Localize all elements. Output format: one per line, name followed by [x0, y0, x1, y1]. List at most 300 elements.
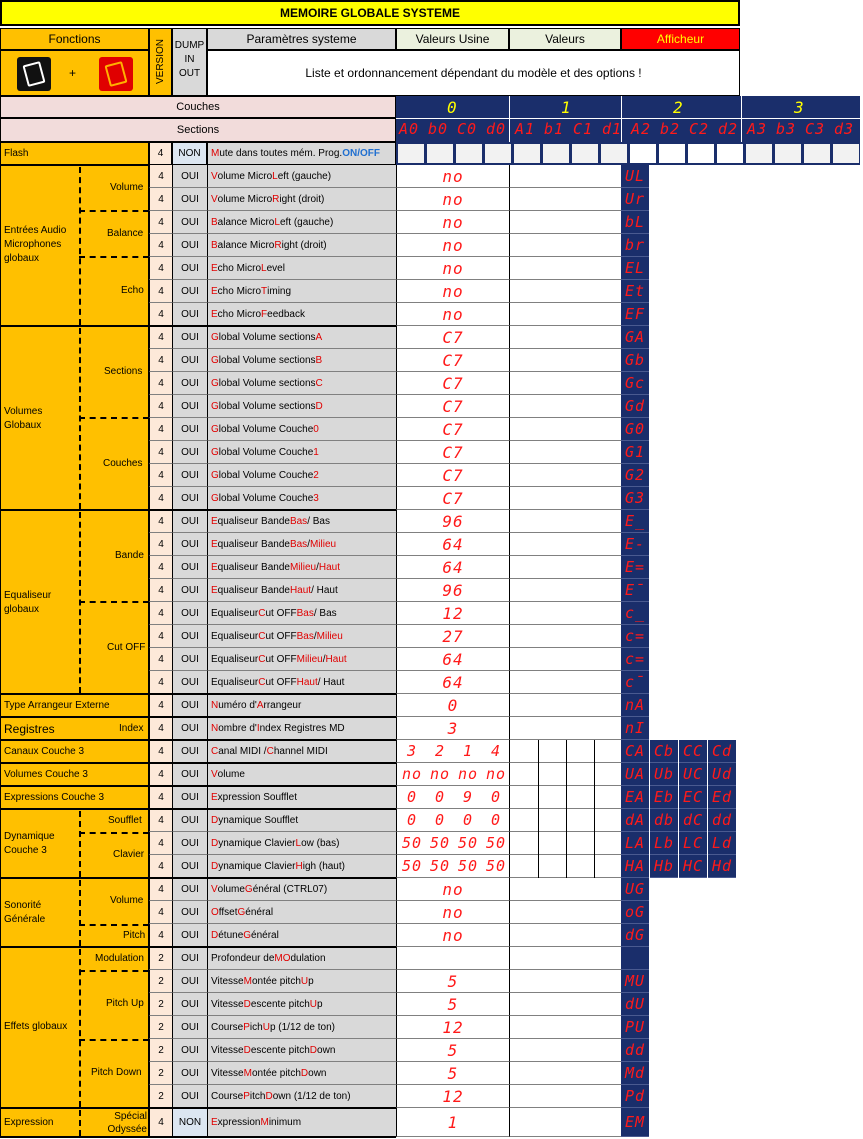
usine-value: no [396, 924, 509, 947]
param-text: C [258, 607, 266, 619]
param-text: N [211, 699, 219, 711]
valeur-cell[interactable] [509, 556, 621, 579]
param-text: G [244, 883, 253, 895]
param-text: L [261, 262, 267, 274]
usine-value: C7 [396, 487, 509, 510]
dump-cell: OUI [172, 1062, 207, 1085]
param-text: D [243, 1044, 251, 1056]
flash-cell[interactable] [804, 144, 830, 163]
afficheur-code: Ed [708, 786, 736, 809]
param-text: D [315, 400, 323, 412]
header-version [149, 28, 172, 96]
flash-cell[interactable] [717, 144, 743, 163]
param-text: E [211, 791, 218, 803]
valeur-cell[interactable] [509, 464, 621, 487]
valeur-cell[interactable] [509, 625, 621, 648]
param-text: N [211, 722, 219, 734]
dump-cell: OUI [172, 648, 207, 671]
param-text: / [307, 538, 310, 550]
flash-cell[interactable] [456, 144, 482, 163]
usine-value: 96 [396, 510, 509, 533]
usine-value: 0 [434, 788, 446, 806]
param-text: eedback [267, 308, 305, 320]
valeur-cell[interactable] [509, 165, 621, 188]
param-text: Equaliseur [211, 653, 259, 665]
afficheur-code: nA [621, 694, 649, 717]
valeur-cell[interactable] [509, 970, 621, 993]
usine-value: 0 [462, 811, 474, 829]
header-note: Liste et ordonnancement dépendant du modèle et des options ! [207, 50, 740, 96]
usine-value: 1 [462, 742, 474, 760]
valeur-cell-multi[interactable] [509, 740, 621, 763]
usine-value: no [401, 765, 423, 783]
usine-value: 50 [485, 857, 507, 875]
param-cell [207, 234, 396, 257]
group-registres [0, 717, 149, 740]
version-cell: 2 [149, 993, 172, 1016]
group-sonorite-label: Sonorité Générale [4, 900, 46, 925]
valeur-cell[interactable] [509, 211, 621, 234]
param-text: / Bas [307, 515, 330, 527]
param-cell [207, 878, 396, 901]
param-text: étune [218, 929, 244, 941]
param-text: E [211, 262, 218, 274]
param-text: D [211, 814, 219, 826]
version-cell: 2 [149, 1062, 172, 1085]
afficheur-code: c¯ [621, 671, 649, 694]
valeur-cell[interactable] [509, 533, 621, 556]
param-text: cho Micro [217, 308, 262, 320]
valeur-cell[interactable] [509, 303, 621, 326]
dump-cell: OUI [172, 349, 207, 372]
param-text: E [211, 561, 218, 573]
param-cell [207, 280, 396, 303]
dump-cell: OUI [172, 1016, 207, 1039]
param-text: D [211, 929, 219, 941]
version-cell: 2 [149, 947, 172, 970]
param-text: Haut [318, 561, 340, 573]
valeur-cell[interactable] [509, 188, 621, 211]
couches-panel [396, 96, 860, 142]
usine-value: no [396, 165, 509, 188]
param-cell [207, 740, 396, 763]
usine-value: 0 [434, 811, 446, 829]
param-text: olume Micro [217, 170, 273, 182]
group-volumes-label: Volumes Globaux [4, 406, 43, 431]
param-text: qualiseur Bande [217, 515, 290, 527]
afficheur-code: UL [621, 165, 649, 188]
param-text: escente pitch [250, 1044, 310, 1056]
usine-value [396, 947, 509, 970]
sub-volume-general: Volume [110, 895, 144, 906]
valeur-cell[interactable] [509, 924, 621, 947]
usine-value: no [485, 765, 507, 783]
flash-cell[interactable] [630, 144, 656, 163]
valeur-cell[interactable] [509, 1039, 621, 1062]
flash-cell[interactable] [514, 144, 540, 163]
param-text: E [211, 308, 218, 320]
param-text: ich [249, 1021, 263, 1033]
param-text: ontée pitch [251, 975, 301, 987]
usine-value: 50 [457, 834, 479, 852]
param-cell [207, 717, 396, 740]
afficheur-code: EM [621, 1108, 649, 1137]
param-cell [207, 970, 396, 993]
group-dynamique-label: Dynamique Couche 3 [4, 831, 55, 856]
afficheur-code: CA [621, 740, 649, 763]
afficheur-code: Gc [621, 372, 649, 395]
param-text: C [266, 745, 274, 757]
dump-cell: OUI [172, 740, 207, 763]
param-text: / [322, 653, 326, 665]
param-text: Equaliseur [211, 630, 259, 642]
param-text: C [211, 745, 219, 757]
usine-value: 50 [401, 857, 423, 875]
group-entrees-label: Entrées Audio Microphones globaux [4, 225, 67, 264]
version-cell: 4 [149, 901, 172, 924]
group-registres-label: Registres [4, 722, 55, 736]
usine-value: 96 [396, 579, 509, 602]
dump-cell: OUI [172, 395, 207, 418]
param-text: Course [211, 1090, 244, 1102]
valeur-cell[interactable] [509, 1085, 621, 1108]
flash-cell[interactable] [833, 144, 859, 163]
valeur-cell[interactable] [509, 257, 621, 280]
param-text: I [256, 722, 260, 734]
section-C3: C3 [805, 120, 826, 138]
flash-cell[interactable] [485, 144, 511, 163]
param-text: Milieu [296, 653, 323, 665]
section-b3: b3 [776, 120, 797, 138]
param-cell [207, 1085, 396, 1108]
dump-cell: OUI [172, 165, 207, 188]
param-text: E [211, 515, 218, 527]
afficheur-code: c= [621, 625, 649, 648]
version-cell: 4 [149, 372, 172, 395]
param-text: G [237, 906, 246, 918]
param-text: ynamique Soufflet [218, 814, 299, 826]
group-flash: Flash [0, 142, 149, 165]
param-text: V [211, 170, 218, 182]
section-A0: A0 [399, 120, 420, 138]
param-cell [207, 1062, 396, 1085]
flash-cell[interactable] [746, 144, 772, 163]
param-text: Bas [289, 515, 308, 527]
param-text: lobal Volume Couche [218, 423, 314, 435]
afficheur-code: c= [621, 648, 649, 671]
valeur-cell-multi[interactable] [509, 763, 621, 786]
param-text: ight (droit) [279, 193, 325, 205]
dump-cell: OUI [172, 625, 207, 648]
valeur-cell[interactable] [509, 947, 621, 970]
version-cell: 4 [149, 648, 172, 671]
param-text: C [258, 630, 266, 642]
param-text: L [274, 216, 280, 228]
sub-pitch-up: Pitch Up [106, 998, 144, 1009]
valeur-cell[interactable] [509, 418, 621, 441]
flash-cell[interactable] [572, 144, 598, 163]
version-cell: 4 [149, 257, 172, 280]
valeur-cell[interactable] [509, 1016, 621, 1039]
dump-cell: OUI [172, 970, 207, 993]
sub-clavier: Clavier [113, 849, 145, 860]
version-cell: 4 [149, 694, 172, 717]
afficheur-code: Hd [708, 855, 736, 878]
version-cell: 4 [149, 602, 172, 625]
param-text: E [211, 584, 218, 596]
param-text: Vitesse [211, 1067, 244, 1079]
usine-value: 3 [396, 717, 509, 740]
flash-cell[interactable] [601, 144, 627, 163]
param-text: G [211, 492, 219, 504]
param-cell [207, 395, 396, 418]
param-cell [207, 1016, 396, 1039]
param-text: O [211, 906, 219, 918]
usine-value: 27 [396, 625, 509, 648]
param-text: qualiseur Bande [217, 561, 290, 573]
flash-cell[interactable] [398, 144, 424, 163]
dump-cell: OUI [172, 372, 207, 395]
param-text: 3 [313, 492, 319, 504]
param-cell [207, 924, 396, 947]
valeur-cell-multi[interactable] [509, 786, 621, 809]
valeur-cell[interactable] [509, 602, 621, 625]
param-cell [207, 441, 396, 464]
version-cell: 4 [149, 671, 172, 694]
param-text: igh (haut) [302, 860, 345, 872]
dump-cell: OUI [172, 855, 207, 878]
flash-cell[interactable] [659, 144, 685, 163]
dump-cell: OUI [172, 878, 207, 901]
couche-2: 2 [673, 98, 683, 117]
version-cell: 4 [149, 234, 172, 257]
usine-value: C7 [396, 372, 509, 395]
param-text: qualiseur Bande [217, 538, 290, 550]
dump-cell: OUI [172, 234, 207, 257]
flash-cell[interactable] [427, 144, 453, 163]
dump-cell: OUI [172, 464, 207, 487]
param-cell [207, 326, 396, 349]
param-text: E [211, 538, 218, 550]
version-cell: 4 [149, 809, 172, 832]
section-C2: C2 [689, 120, 710, 138]
param-text: Profondeur de [211, 952, 275, 964]
usine-value: C7 [396, 349, 509, 372]
valeur-cell[interactable] [509, 487, 621, 510]
version-cell: 4 [149, 326, 172, 349]
param-text: G [211, 423, 219, 435]
param-text: C [315, 377, 323, 389]
dump-cell: OUI [172, 993, 207, 1016]
sub-bande: Bande [115, 550, 144, 561]
afficheur-code: Md [621, 1062, 649, 1085]
valeur-cell-multi[interactable] [509, 855, 621, 878]
afficheur-code: Cb [650, 740, 678, 763]
valeur-cell[interactable] [509, 234, 621, 257]
version-cell: 4 [149, 625, 172, 648]
param-text: qualiseur Bande [217, 584, 290, 596]
afficheur-code: Pd [621, 1085, 649, 1108]
dump-cell: OUI [172, 947, 207, 970]
version-cell: 2 [149, 1085, 172, 1108]
header-dump: DUMP IN OUT [172, 28, 207, 96]
afficheur-code: G1 [621, 441, 649, 464]
usine-value: 0 [490, 811, 502, 829]
sections-label: Sections [0, 118, 396, 142]
version-cell: 4 [149, 1108, 172, 1137]
flash-cell[interactable] [543, 144, 569, 163]
valeur-cell[interactable] [509, 441, 621, 464]
dump-cell: OUI [172, 326, 207, 349]
param-text: A [256, 699, 264, 711]
param-text: Haut [325, 653, 347, 665]
param-text: U [262, 1021, 270, 1033]
usine-cell-multi [396, 740, 509, 763]
afficheur-code: Eb [650, 786, 678, 809]
usine-value: 50 [401, 834, 423, 852]
usine-value: 1 [396, 1108, 509, 1137]
afficheur-code: dU [621, 993, 649, 1016]
usine-value: no [396, 878, 509, 901]
section-A2: A2 [631, 120, 652, 138]
valeur-cell[interactable] [509, 1062, 621, 1085]
valeur-cell[interactable] [509, 280, 621, 303]
param-text: H [295, 860, 303, 872]
valeur-cell[interactable] [509, 993, 621, 1016]
param-cell [207, 602, 396, 625]
param-text: D [211, 860, 219, 872]
param-cell [207, 901, 396, 924]
afficheur-code: UA [621, 763, 649, 786]
param-text: Haut [289, 584, 312, 596]
dump-cell: OUI [172, 809, 207, 832]
afficheur-code: Ld [708, 832, 736, 855]
param-text: Milieu [316, 630, 343, 642]
dump-cell: OUI [172, 901, 207, 924]
afficheur-code: dC [679, 809, 707, 832]
valeur-cell[interactable] [509, 1108, 621, 1137]
dump-cell: OUI [172, 533, 207, 556]
param-text: G [243, 929, 252, 941]
param-text: lobal Volume Couche [218, 469, 314, 481]
version-cell: 4 [149, 763, 172, 786]
valeur-cell[interactable] [509, 510, 621, 533]
param-text: ut OFF [265, 630, 297, 642]
valeur-cell[interactable] [509, 648, 621, 671]
valeur-cell[interactable] [509, 671, 621, 694]
param-cell [207, 349, 396, 372]
usine-value: 5 [396, 1062, 509, 1085]
afficheur-code: db [650, 809, 678, 832]
sub-index: Index [119, 723, 144, 734]
param-cell [207, 786, 396, 809]
version-cell: 2 [149, 1016, 172, 1039]
param-text: Vitesse [211, 975, 244, 987]
param-text: evel [266, 262, 285, 274]
param-text: alance Micro [217, 216, 275, 228]
afficheur-code: UC [679, 763, 707, 786]
usine-cell-multi [396, 832, 509, 855]
group-arrangeur [0, 694, 149, 717]
usine-cell-multi [396, 763, 509, 786]
flash-cell[interactable] [775, 144, 801, 163]
usine-cell-multi [396, 786, 509, 809]
afficheur-code: GA [621, 326, 649, 349]
param-cell [207, 372, 396, 395]
valeur-cell[interactable] [509, 326, 621, 349]
flash-cell[interactable] [688, 144, 714, 163]
param-cell [207, 533, 396, 556]
afficheur-code: G2 [621, 464, 649, 487]
usine-value: 64 [396, 533, 509, 556]
param-text: olume [217, 768, 245, 780]
param-text: ynamique Clavier [218, 860, 296, 872]
section-C1: C1 [573, 120, 594, 138]
valeur-cell[interactable] [509, 395, 621, 418]
param-text: D [243, 998, 251, 1010]
valeur-cell-multi[interactable] [509, 809, 621, 832]
param-text: xpression Soufflet [217, 791, 297, 803]
valeur-cell[interactable] [509, 901, 621, 924]
afficheur-code: MU [621, 970, 649, 993]
valeur-cell[interactable] [509, 717, 621, 740]
param-text: G [211, 446, 219, 458]
param-text: T [261, 285, 268, 297]
param-text: M [260, 1116, 269, 1128]
usine-value: 64 [396, 671, 509, 694]
param-text: ut OFF [265, 676, 297, 688]
valeur-cell[interactable] [509, 372, 621, 395]
version-cell: 4 [149, 211, 172, 234]
dump-cell: OUI [172, 510, 207, 533]
param-text: 0 [313, 423, 319, 435]
section-d1: d1 [602, 120, 623, 138]
dump-cell: NON [172, 1108, 207, 1137]
valeur-cell[interactable] [509, 349, 621, 372]
param-cell [207, 487, 396, 510]
param-text: énéral [245, 906, 274, 918]
dump-cell: OUI [172, 717, 207, 740]
param-text: MO [274, 952, 291, 964]
dump-cell: OUI [172, 694, 207, 717]
version-cell: 4 [149, 418, 172, 441]
param-text: rrangeur [263, 699, 302, 711]
param-text: / [316, 561, 319, 573]
afficheur-code: EL [621, 257, 649, 280]
param-text: P [243, 1090, 250, 1102]
valeur-cell[interactable] [509, 579, 621, 602]
param-text: G [211, 331, 219, 343]
valeur-cell[interactable] [509, 694, 621, 717]
version-cell: 4 [149, 855, 172, 878]
valeur-cell-multi[interactable] [509, 832, 621, 855]
afficheur-code: c_ [621, 602, 649, 625]
dump-cell: OUI [172, 1085, 207, 1108]
afficheur-code: dd [708, 809, 736, 832]
section-d2: d2 [718, 120, 739, 138]
flash-param-text: ute dans toutes mém. Prog. [219, 148, 343, 159]
afficheur-code: Ud [708, 763, 736, 786]
dump-cell: OUI [172, 211, 207, 234]
param-text: olume Micro [217, 193, 273, 205]
dump-cell: OUI [172, 280, 207, 303]
sub-pitch: Pitch [123, 930, 146, 941]
param-text: A [315, 331, 323, 343]
version-cell: 4 [149, 280, 172, 303]
flash-version: 4 [149, 142, 172, 165]
valeur-cell[interactable] [509, 878, 621, 901]
device-icon-black [17, 57, 51, 91]
